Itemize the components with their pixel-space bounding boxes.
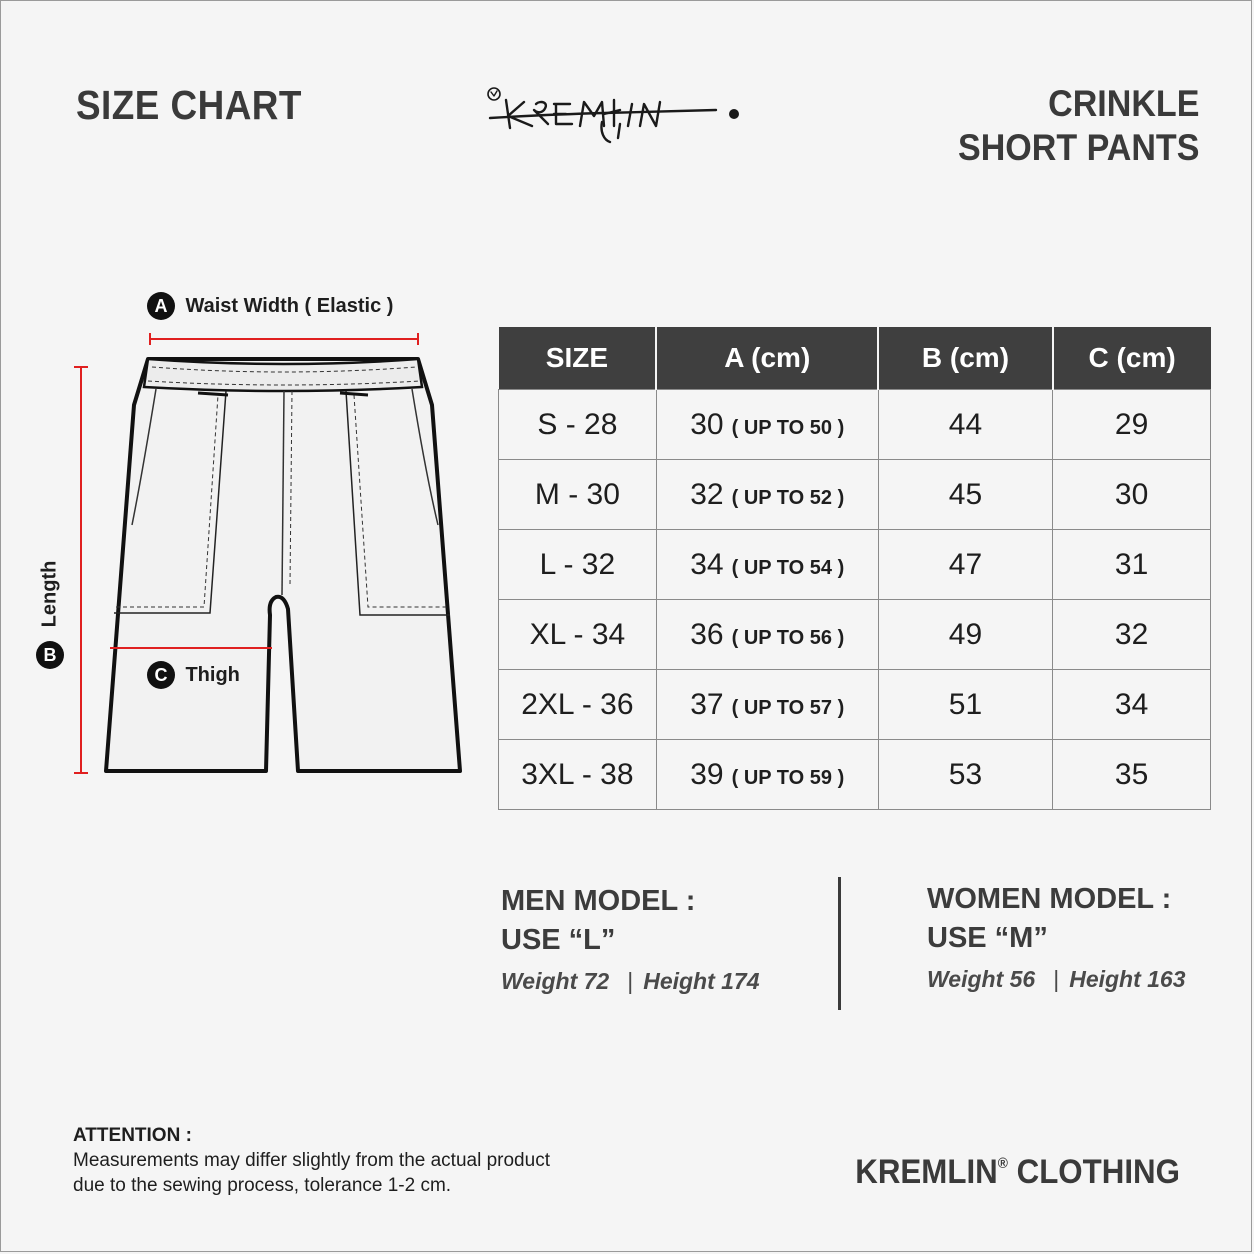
product-title <box>958 82 1199 170</box>
waist-measure-line <box>150 333 418 345</box>
product-title-line1: CRINKLE <box>1047 83 1199 124</box>
cell-b: 44 <box>878 390 1053 460</box>
column-header-a: A (cm) <box>656 327 878 390</box>
cell-a-note: ( UP TO 52 ) <box>731 486 845 509</box>
cell-a <box>656 390 878 460</box>
cell-c: 29 <box>1053 390 1211 460</box>
length-label <box>14 560 84 630</box>
column-header-c: C (cm) <box>1053 327 1211 390</box>
cell-size: L - 32 <box>499 530 657 600</box>
brand-footer <box>855 1153 1180 1192</box>
length-text: Length <box>38 560 61 628</box>
table-row <box>499 530 1211 600</box>
brand-name: KREMLIN <box>855 1153 998 1191</box>
cell-b: 45 <box>878 460 1053 530</box>
cell-a-note: ( UP TO 54 ) <box>731 556 845 579</box>
attention-line-2: due to the sewing process, tolerance 1-2 cm. <box>73 1175 452 1196</box>
table-row <box>499 670 1211 740</box>
cell-c: 30 <box>1053 460 1211 530</box>
cell-size: 2XL - 36 <box>499 670 657 740</box>
men-model-separator: | <box>627 968 634 994</box>
men-model-weight: Weight 72 <box>501 968 610 994</box>
attention-title: ATTENTION : <box>73 1125 192 1146</box>
cell-a-note: ( UP TO 57 ) <box>731 696 845 719</box>
cell-size: XL - 34 <box>499 600 657 670</box>
cell-c: 31 <box>1053 530 1211 600</box>
men-model-height: Height 174 <box>643 968 760 994</box>
badge-b: B <box>36 641 64 669</box>
model-divider <box>838 877 841 1010</box>
women-model-separator: | <box>1053 966 1060 992</box>
badge-a: A <box>147 292 175 320</box>
women-model-stats <box>927 966 1186 993</box>
cell-a-value: 32 <box>690 477 724 511</box>
table-row <box>499 740 1211 810</box>
length-badge-wrap <box>36 641 64 669</box>
size-table <box>498 327 1211 810</box>
cell-a-note: ( UP TO 50 ) <box>731 416 845 439</box>
cell-a <box>656 460 878 530</box>
cell-a-value: 36 <box>690 617 724 651</box>
cell-a <box>656 600 878 670</box>
table-row <box>499 390 1211 460</box>
women-model-weight: Weight 56 <box>927 966 1036 992</box>
thigh-text: Thigh <box>185 664 240 686</box>
shorts-diagram <box>30 325 470 785</box>
cell-b: 47 <box>878 530 1053 600</box>
cell-b: 51 <box>878 670 1053 740</box>
thigh-label <box>147 661 240 689</box>
cell-size: S - 28 <box>499 390 657 460</box>
brand-logo <box>484 80 746 150</box>
cell-a <box>656 670 878 740</box>
men-model-stats <box>501 968 760 995</box>
men-model-info <box>501 882 760 995</box>
cell-a-note: ( UP TO 56 ) <box>731 626 845 649</box>
women-model-size: USE “M” <box>927 922 1048 954</box>
column-header-size: SIZE <box>499 327 657 390</box>
women-model-height: Height 163 <box>1069 966 1186 992</box>
attention-note <box>73 1123 550 1198</box>
cell-size: 3XL - 38 <box>499 740 657 810</box>
cell-c: 35 <box>1053 740 1211 810</box>
table-row <box>499 460 1211 530</box>
cell-size: M - 30 <box>499 460 657 530</box>
men-model-title: MEN MODEL : <box>501 885 696 917</box>
cell-b: 49 <box>878 600 1053 670</box>
cell-a-note: ( UP TO 59 ) <box>731 766 845 789</box>
cell-a-value: 37 <box>690 687 724 721</box>
cell-a <box>656 740 878 810</box>
women-model-info <box>927 880 1186 993</box>
badge-c: C <box>147 661 175 689</box>
cell-c: 34 <box>1053 670 1211 740</box>
cell-a-value: 39 <box>690 757 724 791</box>
waist-width-label <box>147 292 393 320</box>
registered-mark: ® <box>997 1155 1008 1172</box>
brand-suffix: CLOTHING <box>1007 1153 1180 1191</box>
page-title: SIZE CHART <box>76 82 302 128</box>
attention-line-1: Measurements may differ slightly from the actual product <box>73 1150 550 1171</box>
cell-a-value: 30 <box>690 407 724 441</box>
waist-width-text: Waist Width ( Elastic ) <box>185 295 394 317</box>
table-header-row <box>499 327 1211 390</box>
cell-c: 32 <box>1053 600 1211 670</box>
product-title-line2: SHORT PANTS <box>957 127 1199 168</box>
women-model-title: WOMEN MODEL : <box>927 883 1172 915</box>
table-row <box>499 600 1211 670</box>
men-model-size: USE “L” <box>501 924 616 956</box>
cell-a <box>656 530 878 600</box>
cell-b: 53 <box>878 740 1053 810</box>
cell-a-value: 34 <box>690 547 724 581</box>
column-header-b: B (cm) <box>878 327 1053 390</box>
